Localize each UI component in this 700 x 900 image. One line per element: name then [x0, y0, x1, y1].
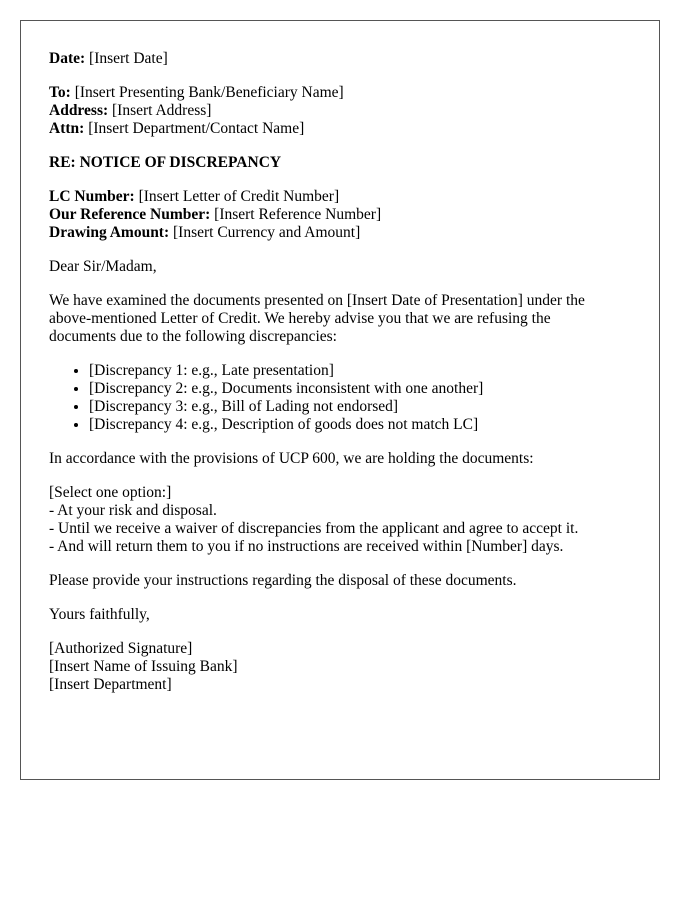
lc-number-label: LC Number:: [49, 188, 135, 205]
reference-number-value: [Insert Reference Number]: [210, 206, 382, 223]
option-line: - Until we receive a waiver of discrepancies from the applicant and agree to accept it.: [49, 520, 579, 537]
discrepancy-item: • [Discrepancy 2: e.g., Documents inconsistent with one another]: [89, 380, 631, 398]
bank-name-line: [Insert Name of Issuing Bank]: [49, 658, 238, 675]
instruction-request: [49, 572, 631, 590]
salutation-text: Dear Sir/Madam,: [49, 258, 157, 275]
ucp-statement-text: In accordance with the provisions of UCP 600, we are holding the documents:: [49, 450, 534, 467]
recipient-block: [49, 84, 631, 138]
subject-line: [49, 154, 631, 172]
salutation: [49, 258, 631, 276]
discrepancy-list: [49, 362, 631, 434]
discrepancy-item: • [Discrepancy 4: e.g., Description of goods does not match LC]: [89, 416, 631, 434]
address-value: [Insert Address]: [108, 102, 212, 119]
reference-block: [49, 188, 631, 242]
attn-label: Attn:: [49, 120, 85, 137]
address-label: Address:: [49, 102, 109, 119]
instruction-request-text: Please provide your instructions regarding the disposal of these documents.: [49, 572, 517, 589]
to-label: To:: [49, 84, 71, 101]
signature-line: [Authorized Signature]: [49, 640, 193, 657]
department-line: [Insert Department]: [49, 676, 172, 693]
closing-text: Yours faithfully,: [49, 606, 150, 623]
attn-value: [Insert Department/Contact Name]: [84, 120, 305, 137]
intro-line: We have examined the documents presented on [Insert Date of Presentation] under the: [49, 292, 585, 309]
option-line: - And will return them to you if no instructions are received within [Number] days.: [49, 538, 564, 555]
drawing-amount-label: Drawing Amount:: [49, 224, 170, 241]
intro-paragraph: [49, 292, 631, 346]
options-block: [49, 484, 631, 556]
date-value: [Insert Date]: [85, 50, 168, 67]
date-line: [49, 50, 631, 68]
ucp-statement: [49, 450, 631, 468]
signature-block: [49, 640, 631, 694]
option-line: - At your risk and disposal.: [49, 502, 217, 519]
subject-heading: RE: NOTICE OF DISCREPANCY: [49, 154, 282, 171]
closing: [49, 606, 631, 624]
to-value: [Insert Presenting Bank/Beneficiary Name]: [70, 84, 344, 101]
date-label: Date:: [49, 50, 86, 67]
reference-number-label: Our Reference Number:: [49, 206, 211, 223]
option-line: [Select one option:]: [49, 484, 172, 501]
letter-page: [20, 20, 660, 780]
intro-line: documents due to the following discrepancies:: [49, 328, 337, 345]
lc-number-value: [Insert Letter of Credit Number]: [134, 188, 340, 205]
intro-line: above-mentioned Letter of Credit. We hereby advise you that we are refusing the: [49, 310, 551, 327]
discrepancy-item: • [Discrepancy 1: e.g., Late presentation]: [89, 362, 631, 380]
discrepancy-item: • [Discrepancy 3: e.g., Bill of Lading not endorsed]: [89, 398, 631, 416]
drawing-amount-value: [Insert Currency and Amount]: [169, 224, 361, 241]
